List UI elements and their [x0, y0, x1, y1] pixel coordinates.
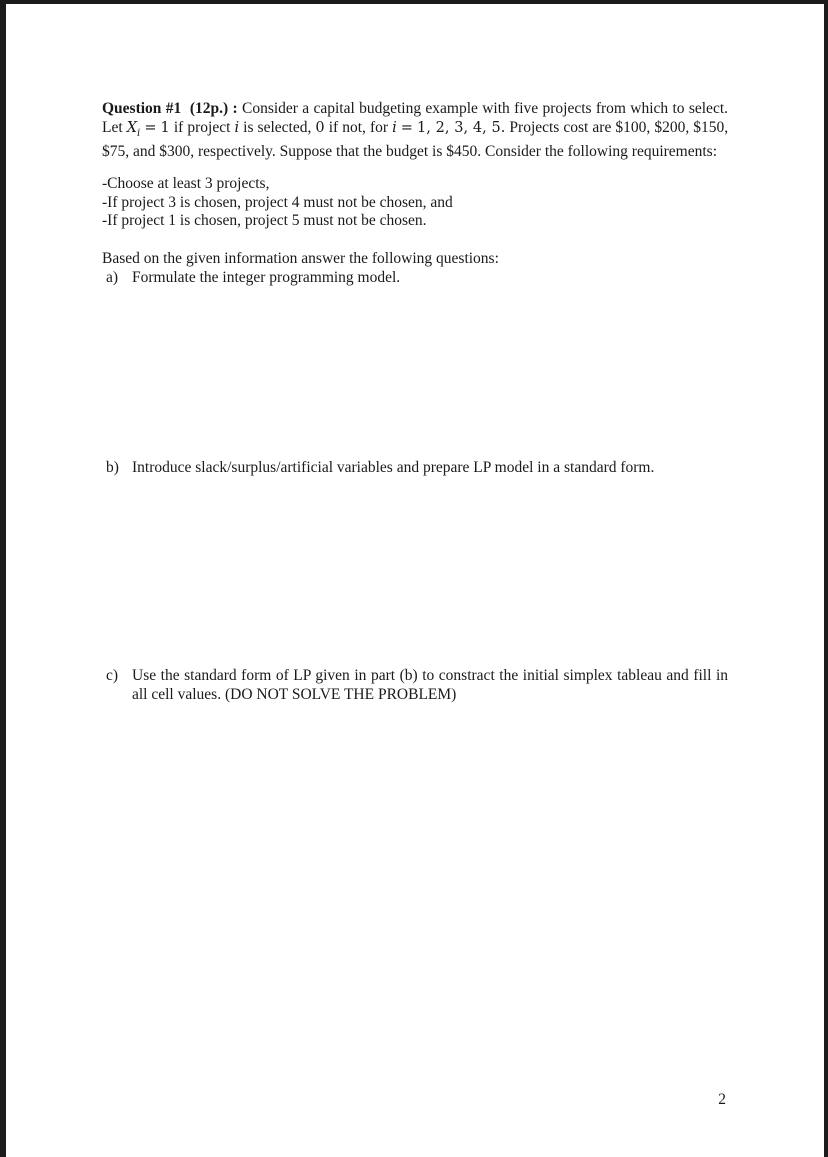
index-i-1: i — [234, 119, 240, 136]
index-range: 1, 2, 3, 4, 5. — [417, 119, 506, 136]
part-c — [106, 667, 728, 704]
page-number: 2 — [718, 1091, 726, 1108]
requirements-list — [102, 175, 728, 231]
variable-subscript: i — [137, 127, 141, 139]
question-text-1: Consider a capital budgeting example with five projects from which to select. Let — [102, 100, 728, 136]
part-c-label: c) — [106, 667, 119, 684]
requirement-item: -Choose at least 3 projects, — [102, 175, 270, 192]
value-zero: 0 — [315, 119, 325, 136]
question-intro — [102, 100, 728, 162]
part-a — [106, 269, 728, 288]
requirement-item: -If project 1 is chosen, project 5 must not be chosen. — [102, 212, 427, 230]
part-b-text: Introduce slack/surplus/artificial variables and prepare LP model in a standard form. — [132, 459, 655, 476]
instructions-prompt: Based on the given information answer the following questions: — [102, 250, 499, 267]
value-one: 1 — [160, 119, 170, 136]
part-c-text: Use the standard form of LP given in part (b) to constract the initial simplex tableau and fill in all cell values. (DO NOT SOLVE THE PROBLEM) — [132, 667, 728, 703]
document-page — [6, 4, 824, 1157]
part-b — [106, 459, 728, 478]
question-points: (12p.) — [189, 100, 229, 117]
equals-sign-1: = — [144, 119, 157, 136]
question-text-5: Projects cost are $100, $200, $150, $75, and $300, respectively. Suppose that the budget is $450. Consider the following requirements: — [102, 118, 729, 161]
part-b-label: b) — [106, 459, 119, 476]
index-i-2: i — [392, 119, 397, 136]
question-text-3: is selected, — [243, 118, 312, 136]
part-a-label: a) — [106, 269, 119, 286]
question-text-2: if project — [173, 118, 231, 136]
part-a-text: Formulate the integer programming model. — [132, 269, 401, 286]
equals-sign-2: = — [400, 119, 413, 136]
variable-x: X — [126, 119, 138, 136]
question-text-4: if not, for — [328, 118, 389, 136]
question-colon: : — [232, 100, 238, 117]
requirement-item: -If project 3 is chosen, project 4 must not be chosen, and — [102, 193, 453, 211]
question-heading: Question #1 — [102, 100, 182, 117]
